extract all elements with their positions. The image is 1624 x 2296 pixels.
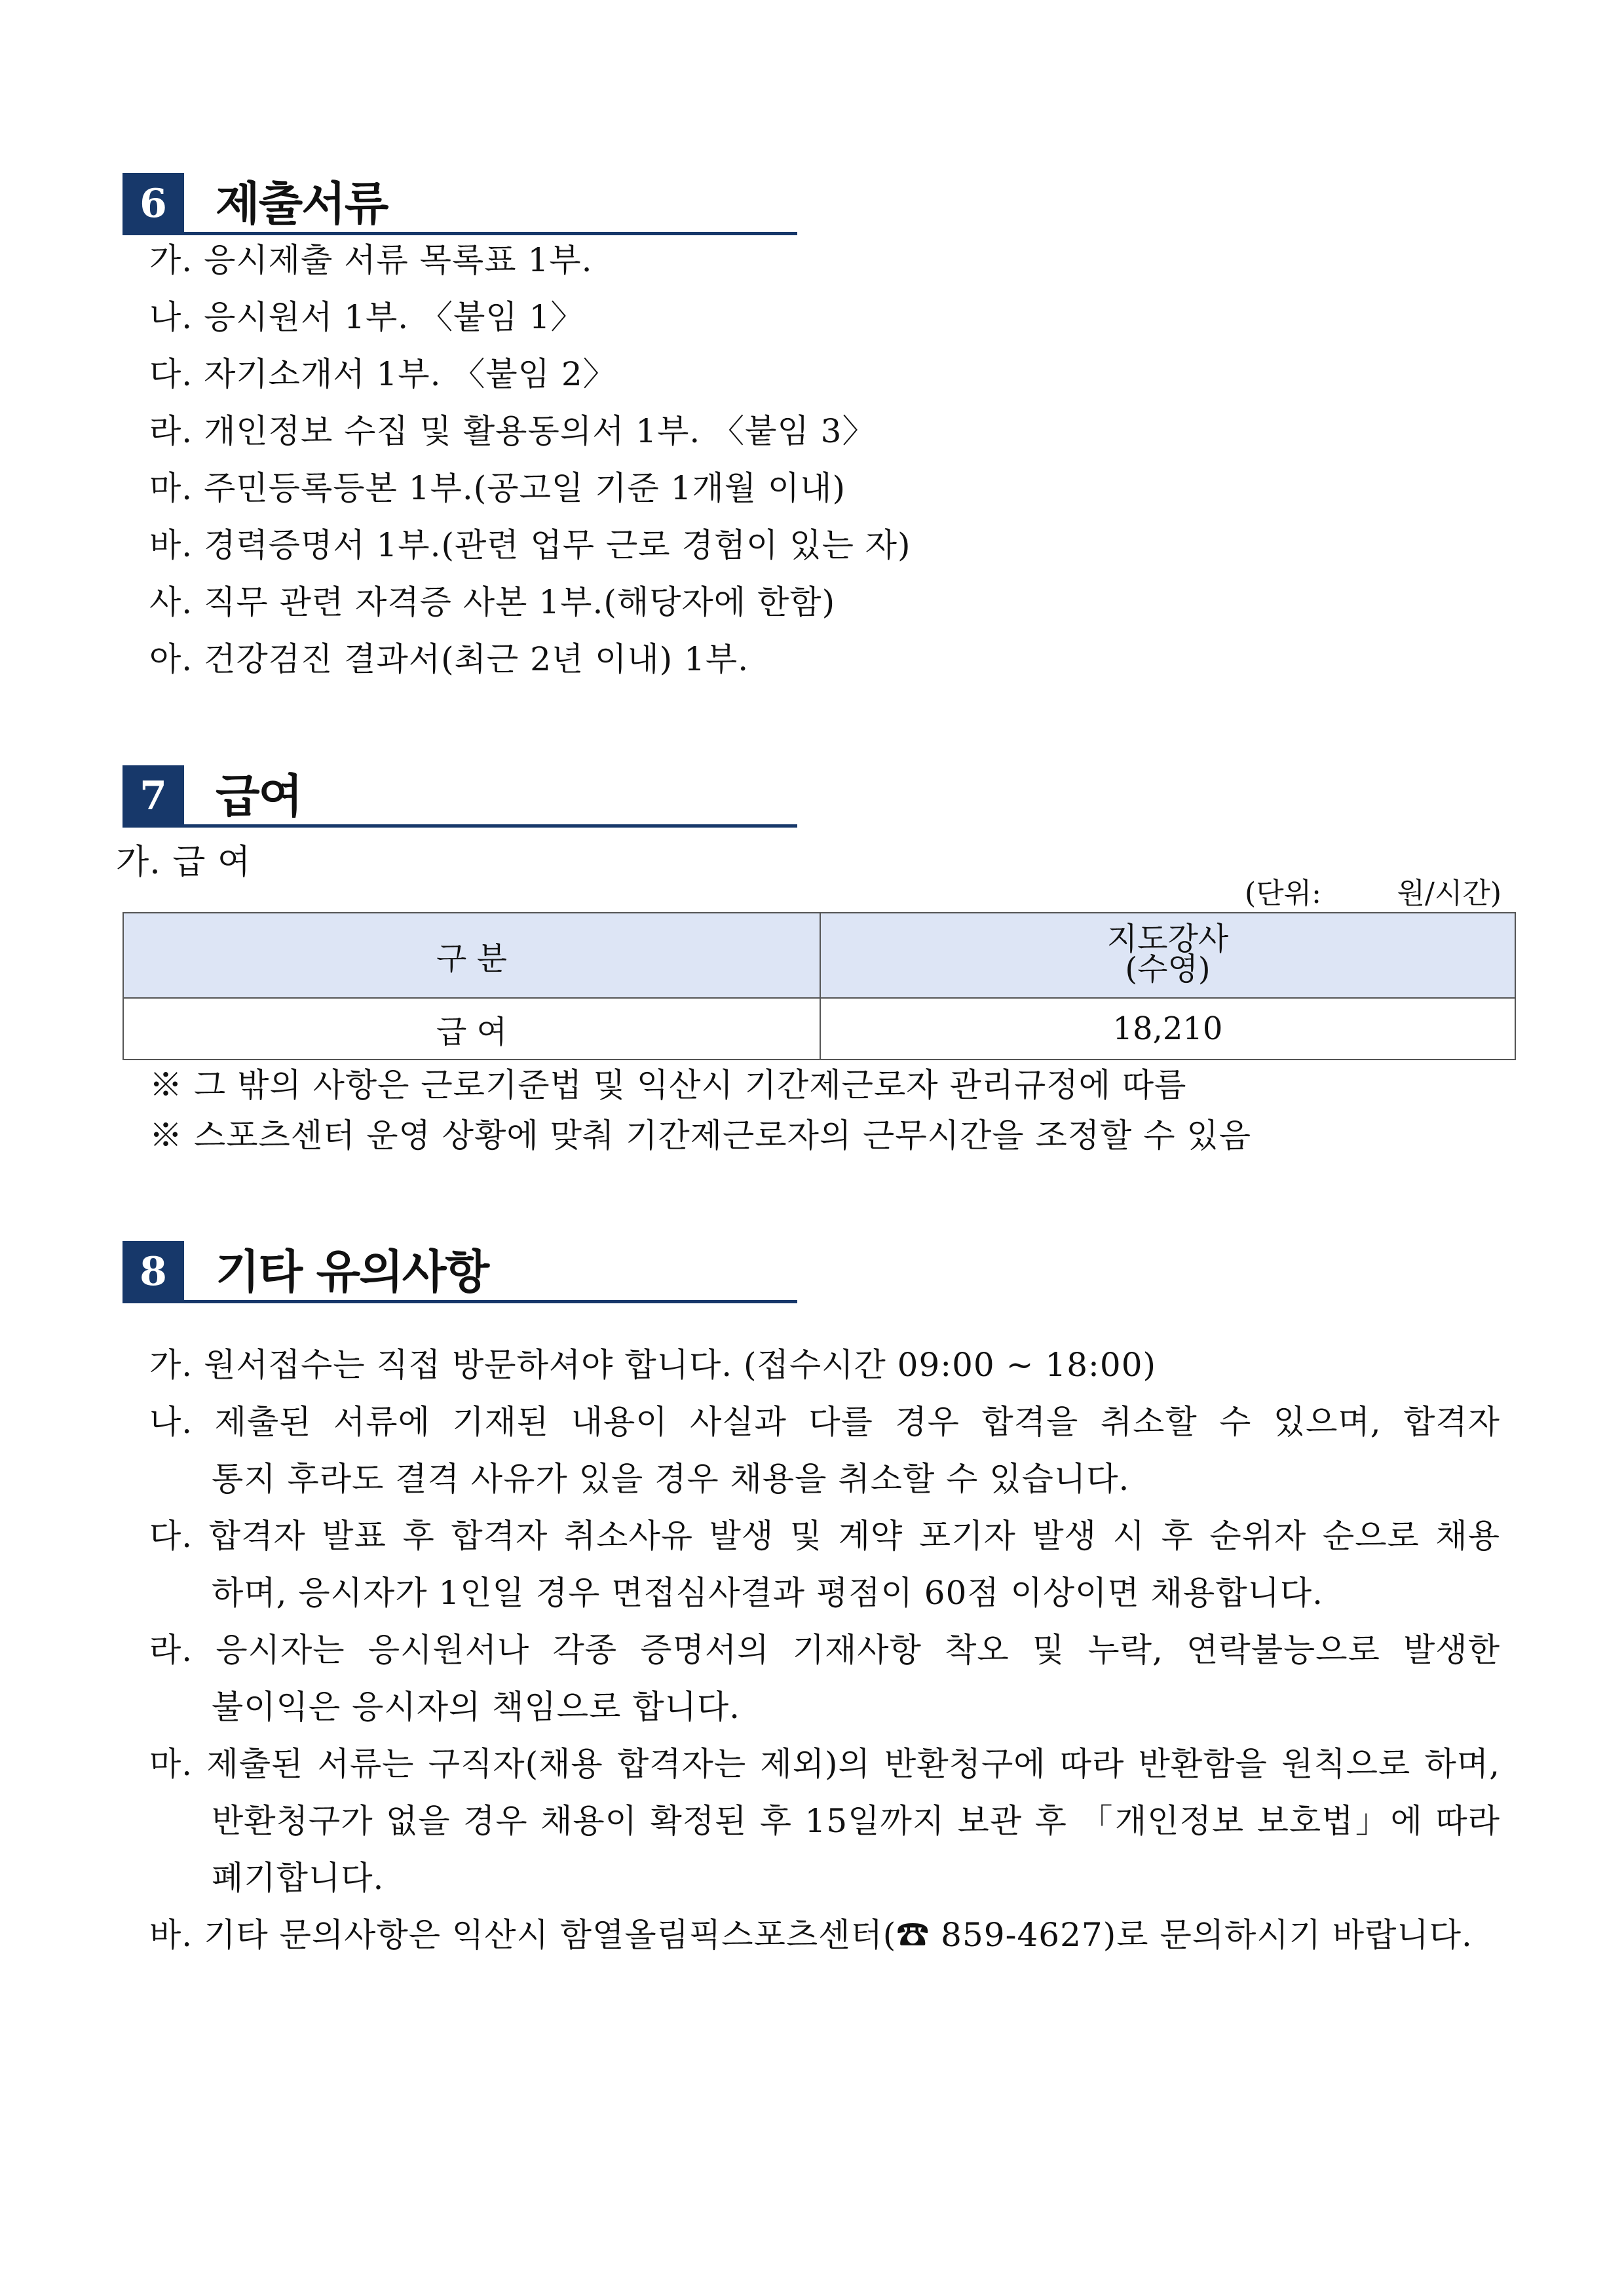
s6-item-1: 가. 응시제출 서류 목록표 1부.	[149, 241, 593, 279]
salary-row-value: 18,210	[820, 998, 1515, 1060]
s8-line-6: 라. 응시자는 응시원서나 각종 증명서의 기재사항 착오 및 누락, 연락불능으로 발생한	[149, 1631, 1500, 1669]
salary-table	[123, 912, 1516, 1060]
section-8-header	[123, 1241, 797, 1303]
s8-line-11: 바. 기타 문의사항은 익산시 함열올림픽스포츠센터(☎ 859-4627)로 문의하시기 바랍니다.	[149, 1916, 1473, 1954]
s7-note-2: ※ 스포츠센터 운영 상황에 맞춰 기간제근로자의 근무시간을 조정할 수 있음	[149, 1117, 1252, 1155]
s6-item-8: 아. 건강검진 결과서(최근 2년 이내) 1부.	[149, 640, 749, 678]
s8-line-2: 나. 제출된 서류에 기재된 내용이 사실과 다를 경우 합격을 취소할 수 있으며, 합격자	[149, 1403, 1500, 1441]
s8-line-7: 불이익은 응시자의 책임으로 합니다.	[212, 1688, 741, 1726]
section-6-title: 제출서류	[216, 177, 388, 231]
section-7-rule	[123, 824, 797, 828]
section-8-title: 기타 유의사항	[216, 1245, 489, 1299]
s8-line-3: 통지 후라도 결격 사유가 있을 경우 채용을 취소할 수 있습니다.	[212, 1460, 1130, 1498]
s7-unit-label	[1245, 877, 1501, 911]
salary-header-position-line1: 지도강사	[1106, 920, 1229, 957]
salary-header-position	[820, 913, 1515, 998]
s6-item-3: 다. 자기소개서 1부. 〈붙임 2〉	[149, 355, 616, 393]
s7-unit-right: 원/시간)	[1397, 877, 1501, 910]
section-6-rule	[123, 232, 797, 235]
salary-header-category: 구 분	[123, 913, 820, 998]
salary-header-position-text	[1106, 920, 1229, 987]
section-6-header	[123, 173, 797, 235]
section-6-number: 6	[123, 173, 184, 235]
s6-item-6: 바. 경력증명서 1부.(관련 업무 근로 경험이 있는 자)	[149, 526, 911, 564]
salary-row-label: 급 여	[123, 998, 820, 1060]
s8-line-1: 가. 원서접수는 직접 방문하셔야 합니다. (접수시간 09:00 ~ 18:00)	[149, 1346, 1157, 1384]
s7-note-1: ※ 그 밖의 사항은 근로기준법 및 익산시 기간제근로자 관리규정에 따름	[149, 1066, 1187, 1104]
salary-header-position-line2: (수영)	[1125, 950, 1211, 987]
salary-table-row	[123, 998, 1515, 1060]
section-7-number: 7	[123, 765, 184, 827]
s8-line-9: 반환청구가 없을 경우 채용이 확정된 후 15일까지 보관 후 「개인정보 보호법」에 따라	[212, 1802, 1500, 1840]
s6-item-2: 나. 응시원서 1부. 〈붙임 1〉	[149, 298, 584, 336]
s7-unit-left: (단위:	[1245, 877, 1321, 910]
s6-item-5: 마. 주민등록등본 1부.(공고일 기준 1개월 이내)	[149, 469, 846, 507]
salary-table-header-row	[123, 913, 1515, 998]
section-8-rule	[123, 1300, 797, 1303]
s7-subtitle: 가. 급 여	[116, 843, 252, 882]
s8-line-5: 하며, 응시자가 1인일 경우 면접심사결과 평점이 60점 이상이면 채용합니다.	[212, 1574, 1324, 1612]
section-7-header	[123, 765, 797, 827]
s6-item-7: 사. 직무 관련 자격증 사본 1부.(해당자에 한함)	[149, 583, 836, 621]
s8-line-8: 마. 제출된 서류는 구직자(채용 합격자는 제외)의 반환청구에 따라 반환함을 원칙으로 하며,	[149, 1745, 1500, 1783]
section-7-title: 급여	[216, 769, 302, 823]
s6-item-4: 라. 개인정보 수집 및 활용동의서 1부. 〈붙임 3〉	[149, 412, 876, 450]
s8-line-10: 폐기합니다.	[212, 1859, 385, 1897]
section-8-number: 8	[123, 1241, 184, 1303]
s8-line-4: 다. 합격자 발표 후 합격자 취소사유 발생 및 계약 포기자 발생 시 후 순위자 순으로 채용	[149, 1517, 1500, 1555]
